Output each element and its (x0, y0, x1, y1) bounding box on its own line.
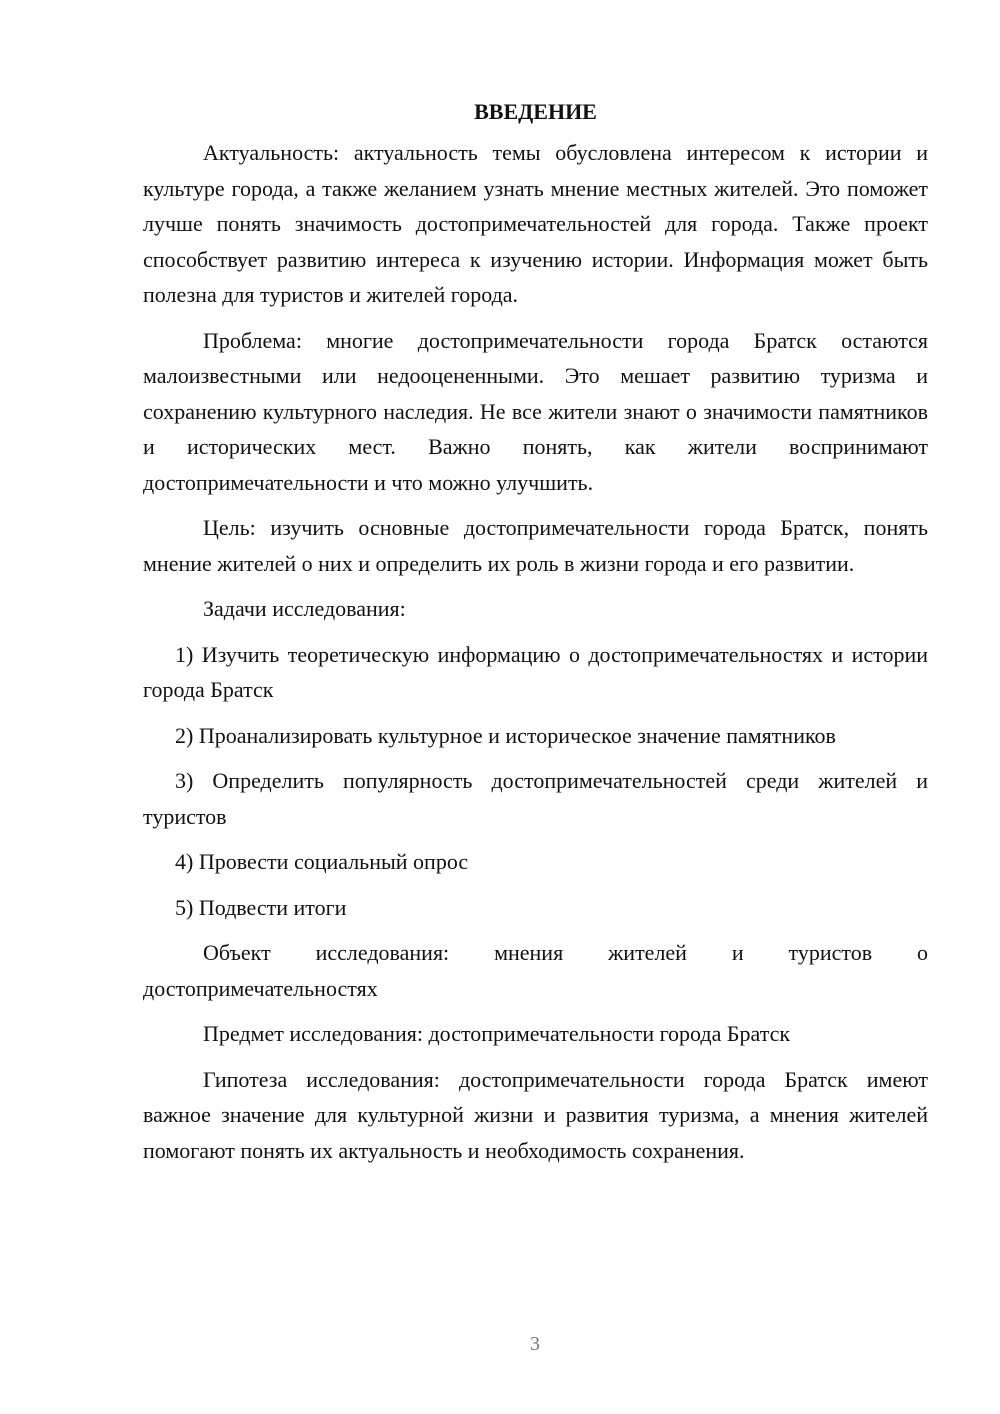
task-item-2: 2) Проанализировать культурное и историческое значение памятников (175, 722, 836, 748)
task-item-5: 5) Подвести итоги (175, 894, 347, 920)
goal-paragraph: Цель: изучить основные достопримечательности города Братск, понять мнение жителей о них и определить их роль в жизни города и его развитии. (143, 515, 928, 576)
page-title: ВВЕДЕНИЕ (474, 99, 597, 124)
tasks-heading: Задачи исследования: (203, 596, 406, 621)
document-body (143, 94, 928, 1178)
task-item-1: 1) Изучить теоретическую информацию о достопримечательностях и истории города Братск (143, 641, 928, 702)
relevance-paragraph: Актуальность: актуальность темы обусловлена интересом к истории и культуре города, а также желанием узнать мнение местных жителей. Это поможет лучше понять значимость достопримечательностей для города. Также проект способствует развитию интереса к изучению истории. Информация может быть полезна для туристов и жителей города. (143, 140, 928, 307)
problem-paragraph: Проблема: многие достопримечательности города Братск остаются малоизвестными или недооцененными. Это мешает развитию туризма и сохранению культурного наследия. Не все жители знают о значимости памятников и исторических мест. Важно понять, как жители воспринимают достопримечательности и что можно улучшить. (143, 327, 928, 495)
task-item-3: 3) Определить популярность достопримечательностей среди жителей и туристов (143, 768, 928, 829)
page-number: 3 (530, 1333, 540, 1355)
task-item-4: 4) Провести социальный опрос (175, 849, 469, 874)
object-paragraph: Объект исследования: мнения жителей и туристов о достопримечательностях (143, 940, 928, 1001)
hypothesis-paragraph: Гипотеза исследования: достопримечательности города Братск имеют важное значение для культурной жизни и развития туризма, а мнения жителей помогают понять их актуальность и необходимость сохранения. (143, 1066, 928, 1163)
subject-paragraph: Предмет исследования: достопримечательности города Братск (203, 1021, 791, 1046)
